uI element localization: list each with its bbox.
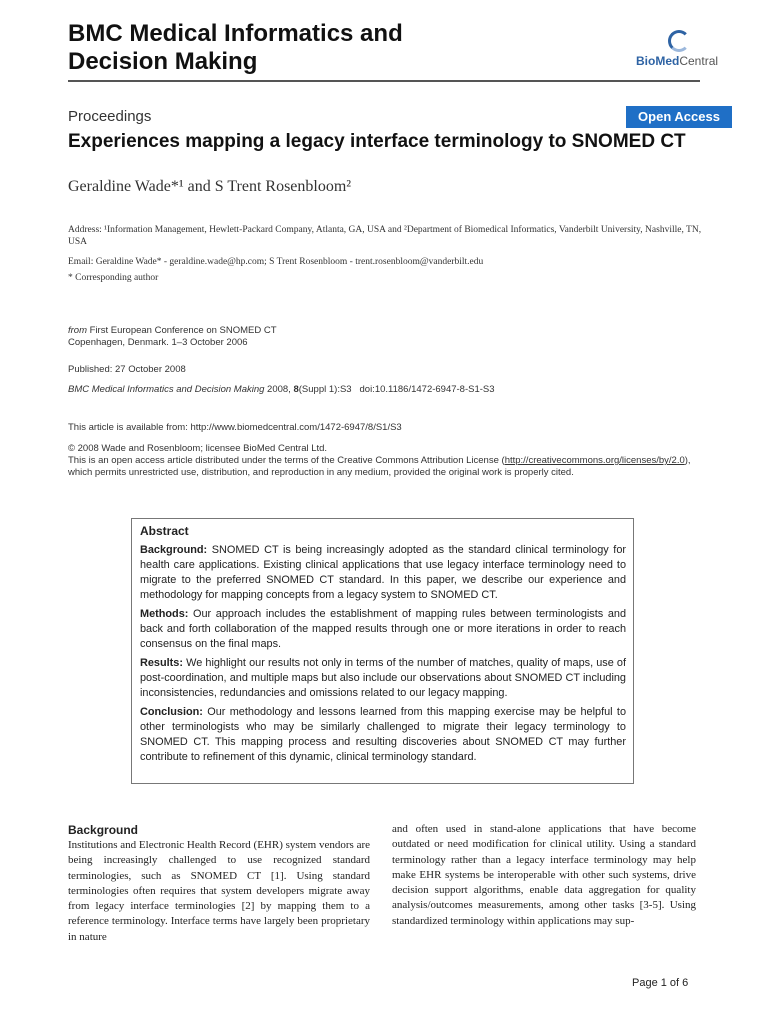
publisher-bio: BioMed [636,54,680,68]
conference-info [68,325,708,349]
open-access-badge: Open Access [626,106,732,128]
page-number: Page 1 of 6 [632,977,689,989]
background-heading: Background [68,823,139,837]
journal-title-line1: BMC Medical Informatics and [68,20,403,47]
abstract-conclusion-label: Conclusion: [140,706,203,718]
abstract-background-text: SNOMED CT is being increasingly adopted as the standard clinical terminology for health care applications. Existing clinical applications that use legacy interface terminology need to migrate to the preferred SNOMED CT standard. In this paper, we describe our experience and methodology for mapping concepts from a legacy system to SNOMED CT. [140,544,627,601]
article-type: Proceedings [68,108,152,125]
citation-year: 2008, [267,384,291,395]
journal-title [68,20,403,76]
article-authors: Geraldine Wade*¹ and S Trent Rosenbloom² [68,178,352,195]
body-text-left: Institutions and Electronic Health Record (EHR) system vendors are being increasingly challenged to use recognized standard terminologies, such as SNOMED CT [1]. Using standard terminologies often requires that system developers migrate away from legacy interface terminologies [2] by mapping them to a reference terminology. Interface terms have largely been proprietary in nature [68,839,370,943]
abstract-methods-text: Our approach includes the establishment of mapping rules between terminologists and back and forth collaboration of the mapped results through one or more iterations in order to reach consensus on the final maps. [140,608,627,650]
license-text: This is an open access article distributed under the terms of the Creative Commons Attribution License ( [68,455,505,466]
body-column-right [392,822,696,929]
biomed-central-logo-icon [668,30,690,52]
published-date: Published: 27 October 2008 [68,364,186,375]
article-title: Experiences mapping a legacy interface terminology to SNOMED CT [68,131,686,152]
author-email: Email: Geraldine Wade* - geraldine.wade@hp.com; S Trent Rosenbloom - trent.rosenbloom@vanderbilt.edu [68,257,484,267]
abstract-results-label: Results: [140,657,183,669]
article-url[interactable]: This article is available from: http://www.biomedcentral.com/1472-6947/8/S1/S3 [68,422,402,433]
citation-journal: BMC Medical Informatics and Decision Making [68,384,265,395]
abstract-conclusion [140,705,626,765]
citation-suppl: (Suppl 1):S3 [298,384,352,395]
citation-volume: 8 [293,384,299,395]
abstract-results [140,656,626,701]
biomed-central-logo [630,30,730,70]
from-label: from [68,325,87,336]
abstract-box [131,518,634,784]
journal-title-line2: Decision Making [68,48,258,75]
license [68,443,708,479]
license-link[interactable]: http://creativecommons.org/licenses/by/2.0 [504,455,685,466]
citation-doi: doi:10.1186/1472-6947-8-S1-S3 [359,384,495,395]
body-text-right: and often used in stand-alone applications that have become outdated or need modification for clinical utility. Using a standard terminology rather than a legacy interface terminology may help make EHR systems be interoperable with other such systems, drive decision support algorithms, enable data aggregation for quality analysis/outcomes measurements, among other tasks [3-5]. Using standardized terminology within applications may sup- [392,823,696,927]
citation [68,384,708,396]
abstract-background-label: Background: [140,544,208,556]
author-address: Address: ¹Information Management, Hewlett-Packard Company, Atlanta, GA, USA and ²Department of Biomedical Informatics, Vanderbilt University, Nashville, TN, USA [68,225,702,247]
publisher-central: Central [679,54,719,68]
license-text-end: ), [684,455,691,466]
abstract-heading: Abstract [140,524,189,538]
conference-location: Copenhagen, Denmark. 1–3 October 2006 [68,337,248,348]
header-divider [68,80,700,82]
abstract-results-text: We highlight our results not only in terms of the number of matches, quality of maps, use of post-coordination, and multiple maps but also include our observations about SNOMED CT including inconsistencies, redundancies and omissions related to our legacy mapping. [140,657,627,699]
conference-name: First European Conference on SNOMED CT [89,325,277,336]
abstract-methods [140,607,626,652]
body-column-left [68,822,370,945]
abstract-background [140,543,626,603]
abstract-conclusion-text: Our methodology and lessons learned from this mapping exercise may be helpful to other terminologists who may be similarly challenged to migrate their legacy terminology to SNOMED CT. This mapping process and resulting discoveries about SNOMED CT may further contribute to refinement of this dynamic, clinical terminology standard. [140,706,626,763]
abstract-methods-label: Methods: [140,608,189,620]
corresponding-author-note: * Corresponding author [68,273,159,283]
license-terms: which permits unrestricted use, distribution, and reproduction in any medium, provided the original work is properly cited. [68,467,574,478]
license-copyright: © 2008 Wade and Rosenbloom; licensee BioMed Central Ltd. [68,443,328,454]
